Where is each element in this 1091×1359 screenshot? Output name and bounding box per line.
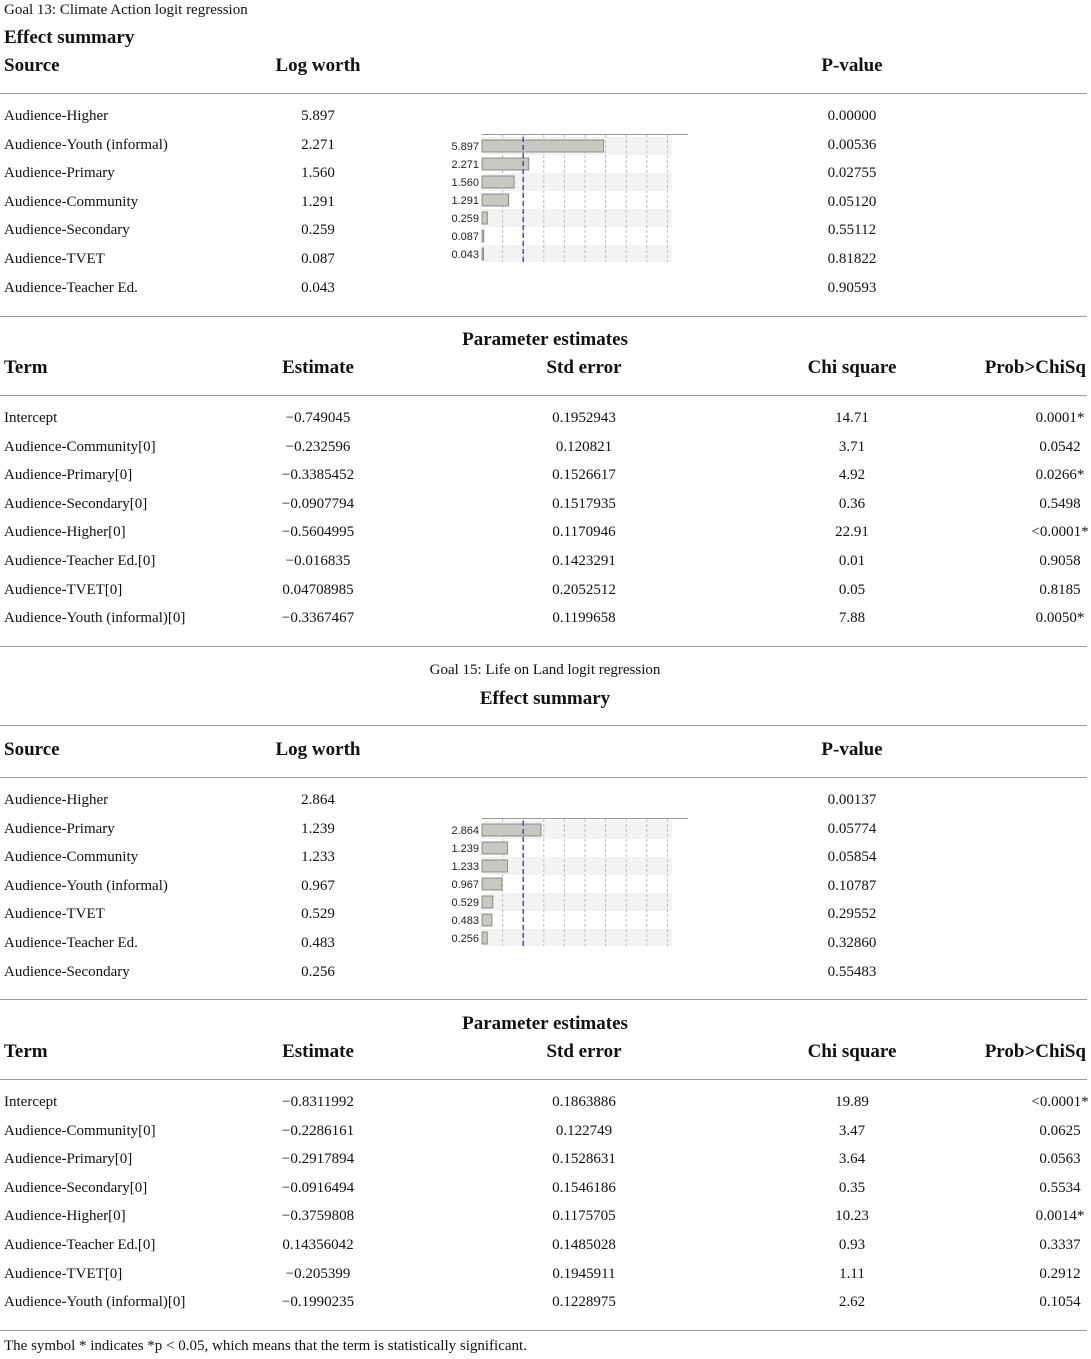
effect-source: Audience-Community bbox=[4, 193, 139, 210]
param-chi-square: 3.64 bbox=[838, 1151, 866, 1168]
effect-source: Audience-Community bbox=[4, 849, 139, 866]
param-estimate: −0.3367467 bbox=[281, 610, 355, 627]
header-chi-square: Chi square bbox=[807, 1041, 897, 1062]
chart-bar bbox=[482, 230, 484, 242]
chart-bar-label: 2.271 bbox=[451, 159, 479, 171]
param-term: Audience-Higher[0] bbox=[4, 524, 126, 541]
header-source: Source bbox=[4, 739, 60, 760]
effect-logworth: 2.864 bbox=[301, 792, 335, 808]
param-term: Audience-Higher[0] bbox=[4, 1208, 126, 1225]
param-prob: 0.2912 bbox=[1039, 1265, 1081, 1282]
param-std-error: 0.1170946 bbox=[552, 524, 616, 541]
param-prob: 0.5498 bbox=[1039, 495, 1081, 512]
param-prob: 0.0001* bbox=[1035, 410, 1085, 426]
table-rule bbox=[0, 93, 1087, 94]
footnote: The symbol * indicates *p < 0.05, which means that the term is statistically significant. bbox=[4, 1338, 527, 1354]
param-prob: 0.0014* bbox=[1035, 1208, 1085, 1225]
param-term: Audience-Secondary[0] bbox=[4, 495, 148, 512]
header-prob-chisq: Prob>ChiSq bbox=[984, 357, 1086, 378]
param-estimate: −0.232596 bbox=[285, 438, 351, 455]
param-chi-square: 0.93 bbox=[838, 1237, 866, 1253]
param-term: Audience-Teacher Ed.[0] bbox=[4, 1237, 156, 1253]
chart-bar-label: 0.967 bbox=[451, 879, 479, 891]
header-std-error: Std error bbox=[546, 1041, 622, 1062]
param-estimate: −0.2286161 bbox=[281, 1122, 355, 1139]
effect-source: Audience-Youth (informal) bbox=[4, 136, 168, 153]
effect-source: Audience-Secondary bbox=[4, 222, 130, 239]
effect-source: Audience-Primary bbox=[4, 165, 115, 182]
param-prob: 0.0266* bbox=[1035, 467, 1085, 484]
param-estimate: −0.0916494 bbox=[281, 1179, 355, 1196]
effect-logworth: 0.483 bbox=[301, 935, 335, 951]
param-std-error: 0.120821 bbox=[555, 438, 613, 455]
param-prob: 0.0625 bbox=[1039, 1122, 1081, 1139]
param-estimate: −0.5604995 bbox=[281, 524, 355, 541]
effect-pvalue: 0.05854 bbox=[827, 849, 877, 866]
parameter-estimates-title: Parameter estimates bbox=[462, 329, 628, 350]
param-estimate: −0.2917894 bbox=[281, 1151, 355, 1168]
table-rule bbox=[0, 1330, 1087, 1331]
chart-bar-label: 1.233 bbox=[451, 861, 479, 873]
param-chi-square: 3.47 bbox=[838, 1122, 866, 1139]
param-chi-square: 2.62 bbox=[838, 1294, 866, 1311]
header-std-error: Std error bbox=[546, 357, 622, 378]
effect-pvalue: 0.90593 bbox=[827, 279, 877, 296]
param-term: Audience-TVET[0] bbox=[4, 1265, 123, 1282]
param-estimate: 0.14356042 bbox=[282, 1237, 354, 1253]
chart-bar bbox=[482, 212, 487, 224]
param-std-error: 0.1952943 bbox=[552, 410, 616, 426]
effect-pvalue: 0.55112 bbox=[827, 222, 877, 239]
header-source: Source bbox=[4, 55, 60, 76]
effect-logworth: 1.233 bbox=[301, 849, 335, 866]
effect-pvalue: 0.05120 bbox=[827, 193, 877, 210]
param-std-error: 0.1228975 bbox=[552, 1294, 616, 1311]
param-std-error: 0.1175705 bbox=[552, 1208, 616, 1225]
param-estimate: −0.3759808 bbox=[281, 1208, 355, 1225]
effect-pvalue: 0.55483 bbox=[827, 963, 877, 980]
effect-pvalue: 0.81822 bbox=[827, 251, 877, 267]
param-estimate: −0.205399 bbox=[285, 1265, 351, 1282]
goal15-caption: Goal 15: Life on Land logit regression bbox=[429, 662, 661, 678]
chart-bar bbox=[482, 824, 541, 836]
chart-bar-label: 0.529 bbox=[451, 897, 479, 909]
chart-row-band bbox=[482, 893, 672, 911]
header-term: Term bbox=[4, 1041, 48, 1062]
effect-source: Audience-Primary bbox=[4, 820, 115, 837]
table-rule bbox=[0, 395, 1087, 396]
chart-bar-label: 0.259 bbox=[451, 213, 479, 225]
param-estimate: −0.0907794 bbox=[281, 495, 355, 512]
chart-bar-label: 0.483 bbox=[451, 915, 479, 927]
table-rule bbox=[0, 999, 1087, 1000]
effect-pvalue: 0.00000 bbox=[827, 108, 877, 124]
param-chi-square: 19.89 bbox=[835, 1094, 869, 1110]
chart-bar-label: 1.239 bbox=[451, 843, 479, 855]
effect-pvalue: 0.00137 bbox=[827, 792, 877, 808]
header-estimate: Estimate bbox=[282, 357, 354, 378]
param-term: Audience-Secondary[0] bbox=[4, 1179, 148, 1196]
param-chi-square: 14.71 bbox=[835, 410, 869, 426]
param-term: Audience-TVET[0] bbox=[4, 581, 123, 598]
param-term: Audience-Primary[0] bbox=[4, 1151, 133, 1168]
table-rule bbox=[0, 777, 1087, 778]
param-estimate: −0.749045 bbox=[285, 410, 351, 426]
param-prob: 0.1054 bbox=[1039, 1294, 1081, 1311]
goal13-caption: Goal 13: Climate Action logit regression bbox=[4, 2, 248, 18]
chart-bar-label: 0.087 bbox=[451, 231, 479, 243]
chart-bar-label: 1.560 bbox=[451, 177, 479, 189]
effect-logworth: 0.087 bbox=[301, 251, 335, 267]
param-estimate: −0.3385452 bbox=[281, 467, 355, 484]
effect-logworth: 2.271 bbox=[301, 136, 335, 153]
chart-bar bbox=[482, 896, 493, 908]
chart-bar-label: 2.864 bbox=[451, 825, 479, 837]
param-std-error: 0.1863886 bbox=[552, 1094, 616, 1110]
param-term: Intercept bbox=[4, 1094, 58, 1110]
effect-pvalue: 0.32860 bbox=[827, 935, 877, 951]
param-term: Intercept bbox=[4, 410, 58, 426]
effect-pvalue: 0.05774 bbox=[827, 820, 877, 837]
chart-bar-label: 1.291 bbox=[451, 195, 479, 207]
param-prob: 0.5534 bbox=[1039, 1179, 1081, 1196]
param-term: Audience-Community[0] bbox=[4, 1122, 156, 1139]
logworth-bar-chart bbox=[446, 818, 692, 946]
chart-bar bbox=[482, 176, 514, 188]
chart-bar-label: 0.256 bbox=[451, 933, 479, 945]
header-chi-square: Chi square bbox=[807, 357, 897, 378]
effect-source: Audience-Teacher Ed. bbox=[4, 279, 138, 296]
chart-bar bbox=[482, 158, 529, 170]
chart-row-band bbox=[482, 245, 672, 262]
parameter-estimates-title: Parameter estimates bbox=[462, 1013, 628, 1034]
effect-summary-title: Effect summary bbox=[4, 27, 135, 48]
param-std-error: 0.1546186 bbox=[552, 1179, 616, 1196]
effect-source: Audience-TVET bbox=[4, 906, 105, 923]
param-std-error: 0.1945911 bbox=[552, 1265, 616, 1282]
table-rule bbox=[0, 725, 1087, 726]
param-std-error: 0.1528631 bbox=[552, 1151, 616, 1168]
effect-source: Audience-Higher bbox=[4, 108, 109, 124]
param-chi-square: 0.05 bbox=[838, 581, 866, 598]
param-term: Audience-Youth (informal)[0] bbox=[4, 1294, 186, 1311]
param-estimate: −0.1990235 bbox=[281, 1294, 355, 1311]
effect-pvalue: 0.02755 bbox=[827, 165, 877, 182]
chart-row-band bbox=[482, 929, 672, 946]
header-prob-chisq: Prob>ChiSq bbox=[984, 1041, 1086, 1062]
param-chi-square: 22.91 bbox=[835, 524, 869, 541]
effect-source: Audience-Higher bbox=[4, 792, 109, 808]
param-chi-square: 0.36 bbox=[838, 495, 866, 512]
param-prob: 0.0050* bbox=[1035, 610, 1085, 627]
effect-logworth: 0.256 bbox=[301, 963, 335, 980]
param-prob: <0.0001* bbox=[1031, 1094, 1089, 1110]
header-term: Term bbox=[4, 357, 48, 378]
chart-bar bbox=[482, 842, 508, 854]
param-prob: 0.3337 bbox=[1039, 1237, 1081, 1253]
param-chi-square: 4.92 bbox=[838, 467, 866, 484]
param-prob: <0.0001* bbox=[1031, 524, 1089, 541]
chart-bar bbox=[482, 248, 484, 260]
param-std-error: 0.1517935 bbox=[552, 495, 616, 512]
chart-bar-label: 5.897 bbox=[451, 141, 479, 153]
header-p-value: P-value bbox=[821, 739, 883, 760]
chart-row-band bbox=[482, 857, 672, 875]
effect-source: Audience-Teacher Ed. bbox=[4, 935, 138, 951]
effect-logworth: 0.043 bbox=[301, 279, 335, 296]
effect-logworth: 1.291 bbox=[301, 193, 335, 210]
param-chi-square: 0.01 bbox=[838, 553, 866, 569]
chart-bar bbox=[482, 914, 492, 926]
effect-logworth: 0.259 bbox=[301, 222, 335, 239]
param-std-error: 0.1423291 bbox=[552, 553, 616, 569]
effect-logworth: 5.897 bbox=[301, 108, 335, 124]
param-std-error: 0.122749 bbox=[555, 1122, 613, 1139]
param-std-error: 0.1485028 bbox=[552, 1237, 616, 1253]
effect-source: Audience-Youth (informal) bbox=[4, 877, 168, 894]
chart-bar bbox=[482, 140, 603, 152]
param-std-error: 0.2052512 bbox=[552, 581, 616, 598]
effect-source: Audience-TVET bbox=[4, 251, 105, 267]
chart-bar-label: 0.043 bbox=[451, 249, 479, 261]
param-term: Audience-Youth (informal)[0] bbox=[4, 610, 186, 627]
header-estimate: Estimate bbox=[282, 1041, 354, 1062]
header-log-worth: Log worth bbox=[275, 55, 361, 76]
param-estimate: −0.016835 bbox=[285, 553, 351, 569]
effect-logworth: 1.239 bbox=[301, 820, 335, 837]
header-log-worth: Log worth bbox=[275, 739, 361, 760]
param-chi-square: 3.71 bbox=[838, 438, 866, 455]
table-rule bbox=[0, 316, 1087, 317]
param-term: Audience-Primary[0] bbox=[4, 467, 133, 484]
param-prob: 0.9058 bbox=[1039, 553, 1081, 569]
effect-summary-title: Effect summary bbox=[479, 688, 611, 709]
param-prob: 0.0563 bbox=[1039, 1151, 1081, 1168]
param-estimate: 0.04708985 bbox=[282, 581, 354, 598]
effect-logworth: 1.560 bbox=[301, 165, 335, 182]
effect-source: Audience-Secondary bbox=[4, 963, 130, 980]
effect-pvalue: 0.10787 bbox=[827, 877, 877, 894]
chart-bar bbox=[482, 878, 502, 890]
param-chi-square: 10.23 bbox=[835, 1208, 869, 1225]
param-std-error: 0.1526617 bbox=[552, 467, 616, 484]
effect-pvalue: 0.00536 bbox=[827, 136, 877, 153]
effect-logworth: 0.529 bbox=[301, 906, 335, 923]
logworth-bar-chart bbox=[446, 134, 692, 262]
param-prob: 0.0542 bbox=[1039, 438, 1081, 455]
param-chi-square: 0.35 bbox=[838, 1179, 866, 1196]
effect-logworth: 0.967 bbox=[301, 877, 335, 894]
chart-row-band bbox=[482, 209, 672, 227]
header-p-value: P-value bbox=[821, 55, 883, 76]
table-rule bbox=[0, 646, 1087, 647]
chart-bar bbox=[482, 860, 507, 872]
table-rule bbox=[0, 1079, 1087, 1080]
param-term: Audience-Community[0] bbox=[4, 438, 156, 455]
chart-bar bbox=[482, 932, 487, 944]
param-estimate: −0.8311992 bbox=[282, 1094, 354, 1110]
param-term: Audience-Teacher Ed.[0] bbox=[4, 553, 156, 569]
param-prob: 0.8185 bbox=[1039, 581, 1081, 598]
chart-bar bbox=[482, 194, 509, 206]
param-chi-square: 7.88 bbox=[838, 610, 866, 627]
param-chi-square: 1.11 bbox=[839, 1265, 865, 1282]
effect-pvalue: 0.29552 bbox=[827, 906, 877, 923]
param-std-error: 0.1199658 bbox=[552, 610, 616, 627]
